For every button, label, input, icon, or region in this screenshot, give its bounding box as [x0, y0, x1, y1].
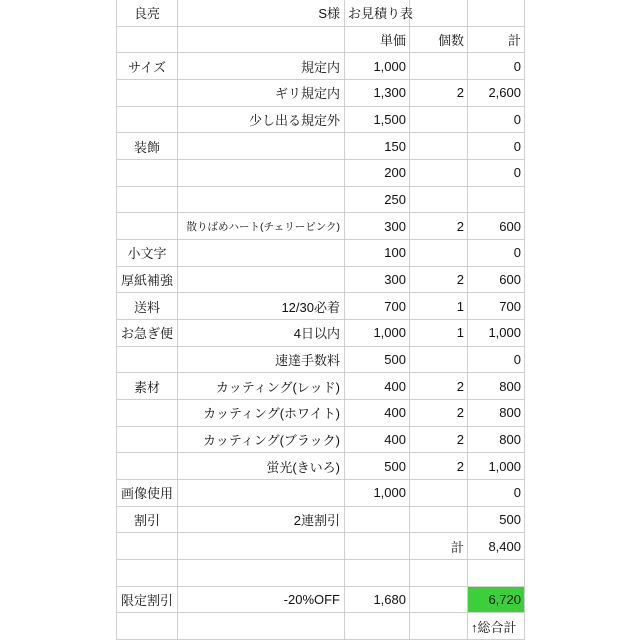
empty-cell[interactable] [178, 560, 345, 587]
category-cell[interactable] [117, 427, 178, 454]
category-cell[interactable]: 送料 [117, 293, 178, 320]
line-total-cell[interactable]: 0 [468, 107, 525, 134]
qty-cell[interactable]: 2 [410, 213, 468, 240]
unit-price-cell[interactable]: 1,000 [345, 320, 410, 347]
item-cell[interactable]: カッティング(レッド) [178, 373, 345, 400]
item-cell[interactable]: 速達手数料 [178, 347, 345, 374]
category-cell[interactable] [117, 160, 178, 187]
recipient-cell[interactable]: S様 [178, 0, 345, 27]
category-cell[interactable]: お急ぎ便 [117, 320, 178, 347]
empty-cell[interactable] [178, 533, 345, 560]
unit-price-cell[interactable]: 300 [345, 213, 410, 240]
empty-cell[interactable] [410, 587, 468, 614]
discount-amount-cell[interactable]: 1,680 [345, 587, 410, 614]
category-cell[interactable]: 素材 [117, 373, 178, 400]
qty-cell[interactable] [410, 107, 468, 134]
qty-cell[interactable]: 2 [410, 80, 468, 107]
item-cell[interactable]: 規定内 [178, 53, 345, 80]
qty-cell[interactable]: 2 [410, 400, 468, 427]
category-cell[interactable]: 画像使用 [117, 480, 178, 507]
unit-price-cell[interactable]: 500 [345, 347, 410, 374]
empty-cell[interactable] [117, 27, 178, 54]
category-cell[interactable] [117, 80, 178, 107]
line-total-cell[interactable]: 600 [468, 213, 525, 240]
qty-cell[interactable] [410, 480, 468, 507]
line-total-cell[interactable]: 0 [468, 240, 525, 267]
line-total-cell[interactable] [468, 187, 525, 214]
line-total-cell[interactable]: 0 [468, 160, 525, 187]
category-cell[interactable]: 小文字 [117, 240, 178, 267]
category-cell[interactable] [117, 400, 178, 427]
line-total-cell[interactable]: 500 [468, 507, 525, 534]
qty-cell[interactable]: 2 [410, 453, 468, 480]
empty-cell[interactable] [410, 613, 468, 640]
qty-cell[interactable] [410, 240, 468, 267]
empty-cell[interactable] [178, 613, 345, 640]
column-header-total[interactable]: 計 [468, 27, 525, 54]
empty-cell[interactable] [468, 0, 525, 27]
unit-price-cell[interactable]: 1,300 [345, 80, 410, 107]
line-total-cell[interactable]: 0 [468, 133, 525, 160]
unit-price-cell[interactable]: 700 [345, 293, 410, 320]
qty-cell[interactable]: 2 [410, 373, 468, 400]
unit-price-cell[interactable]: 100 [345, 240, 410, 267]
item-cell[interactable] [178, 267, 345, 294]
empty-cell[interactable] [345, 613, 410, 640]
unit-price-cell[interactable]: 400 [345, 427, 410, 454]
discount-rate-cell[interactable]: -20%OFF [178, 587, 345, 614]
item-cell[interactable]: ギリ規定内 [178, 80, 345, 107]
line-total-cell[interactable]: 800 [468, 373, 525, 400]
unit-price-cell[interactable]: 1,000 [345, 53, 410, 80]
unit-price-cell[interactable]: 400 [345, 373, 410, 400]
grand-total-cell[interactable]: 6,720 [468, 587, 525, 614]
category-cell[interactable] [117, 453, 178, 480]
category-cell[interactable]: サイズ [117, 53, 178, 80]
category-cell[interactable]: 厚紙補強 [117, 267, 178, 294]
unit-price-cell[interactable] [345, 507, 410, 534]
item-cell[interactable]: 散りばめハート(チェリーピンク) [178, 213, 345, 240]
line-total-cell[interactable]: 0 [468, 347, 525, 374]
unit-price-cell[interactable]: 150 [345, 133, 410, 160]
unit-price-cell[interactable]: 1,000 [345, 480, 410, 507]
qty-cell[interactable]: 2 [410, 427, 468, 454]
line-total-cell[interactable]: 1,000 [468, 453, 525, 480]
category-cell[interactable]: 割引 [117, 507, 178, 534]
item-cell[interactable] [178, 160, 345, 187]
empty-cell[interactable] [410, 0, 468, 27]
qty-cell[interactable] [410, 53, 468, 80]
qty-cell[interactable] [410, 133, 468, 160]
qty-cell[interactable]: 2 [410, 267, 468, 294]
empty-cell[interactable] [117, 533, 178, 560]
item-cell[interactable] [178, 187, 345, 214]
empty-cell[interactable] [345, 560, 410, 587]
unit-price-cell[interactable]: 500 [345, 453, 410, 480]
line-total-cell[interactable]: 2,600 [468, 80, 525, 107]
line-total-cell[interactable]: 800 [468, 400, 525, 427]
qty-cell[interactable] [410, 507, 468, 534]
line-total-cell[interactable]: 600 [468, 267, 525, 294]
unit-price-cell[interactable]: 200 [345, 160, 410, 187]
category-cell[interactable] [117, 213, 178, 240]
qty-cell[interactable]: 1 [410, 320, 468, 347]
empty-cell[interactable] [178, 27, 345, 54]
item-cell[interactable]: カッティング(ブラック) [178, 427, 345, 454]
line-total-cell[interactable]: 700 [468, 293, 525, 320]
item-cell[interactable]: 4日以内 [178, 320, 345, 347]
item-cell[interactable]: 2連割引 [178, 507, 345, 534]
category-cell[interactable] [117, 347, 178, 374]
unit-price-cell[interactable]: 400 [345, 400, 410, 427]
item-cell[interactable]: 少し出る規定外 [178, 107, 345, 134]
customer-name-cell[interactable]: 良亮 [117, 0, 178, 27]
item-cell[interactable] [178, 480, 345, 507]
grand-total-note-cell[interactable]: ↑総合計 [468, 613, 525, 640]
subtotal-label-cell[interactable]: 計 [410, 533, 468, 560]
sheet-title-cell[interactable]: お見積り表 [345, 0, 410, 27]
item-cell[interactable] [178, 240, 345, 267]
column-header-unit-price[interactable]: 単価 [345, 27, 410, 54]
subtotal-value-cell[interactable]: 8,400 [468, 533, 525, 560]
qty-cell[interactable] [410, 187, 468, 214]
qty-cell[interactable] [410, 347, 468, 374]
unit-price-cell[interactable]: 250 [345, 187, 410, 214]
unit-price-cell[interactable]: 300 [345, 267, 410, 294]
item-cell[interactable] [178, 133, 345, 160]
limited-discount-label-cell[interactable]: 限定割引 [117, 587, 178, 614]
category-cell[interactable] [117, 187, 178, 214]
line-total-cell[interactable]: 1,000 [468, 320, 525, 347]
unit-price-cell[interactable]: 1,500 [345, 107, 410, 134]
quote-spreadsheet [116, 0, 525, 640]
column-header-qty[interactable]: 個数 [410, 27, 468, 54]
line-total-cell[interactable]: 0 [468, 480, 525, 507]
line-total-cell[interactable]: 800 [468, 427, 525, 454]
empty-cell[interactable] [410, 560, 468, 587]
qty-cell[interactable] [410, 160, 468, 187]
empty-cell[interactable] [468, 560, 525, 587]
empty-cell[interactable] [345, 533, 410, 560]
item-cell[interactable]: 蛍光(きいろ) [178, 453, 345, 480]
line-total-cell[interactable]: 0 [468, 53, 525, 80]
item-cell[interactable]: カッティング(ホワイト) [178, 400, 345, 427]
empty-cell[interactable] [117, 560, 178, 587]
qty-cell[interactable]: 1 [410, 293, 468, 320]
item-cell[interactable]: 12/30必着 [178, 293, 345, 320]
empty-cell[interactable] [117, 613, 178, 640]
category-cell[interactable]: 装飾 [117, 133, 178, 160]
category-cell[interactable] [117, 107, 178, 134]
